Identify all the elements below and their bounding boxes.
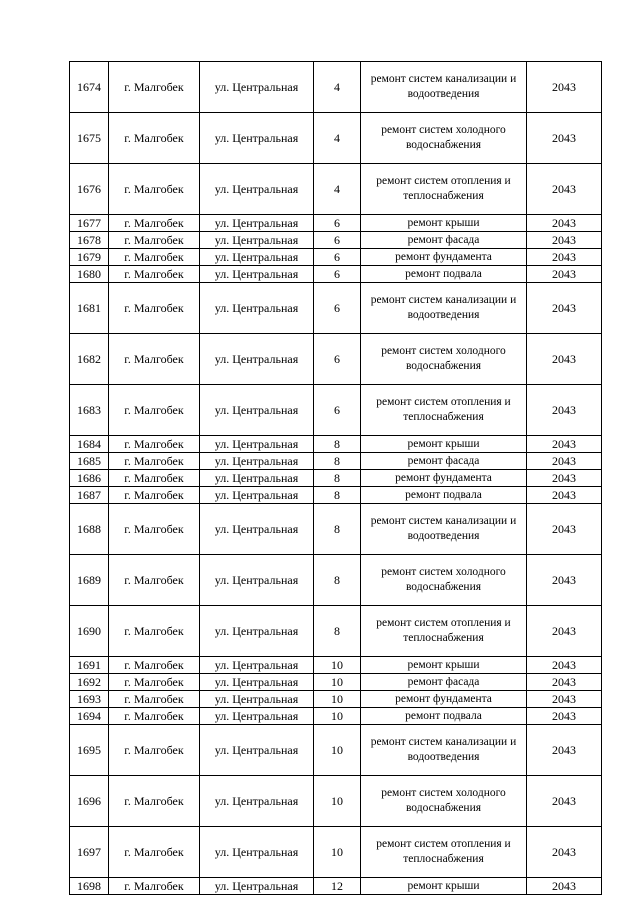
street-cell: ул. Центральная [200,657,314,674]
work-type-cell: ремонт систем отопления и теплоснабжения [361,606,527,657]
house-number-cell: 10 [314,776,361,827]
city-cell: г. Малгобек [109,776,200,827]
row-number-cell: 1693 [70,691,109,708]
street-cell: ул. Центральная [200,878,314,895]
year-cell: 2043 [527,708,602,725]
table-row [70,674,602,691]
house-number-cell: 10 [314,657,361,674]
work-type-cell: ремонт систем холодного водоснабжения [361,555,527,606]
city-cell: г. Малгобек [109,385,200,436]
year-cell: 2043 [527,725,602,776]
table-row [70,776,602,827]
house-number-cell: 6 [314,249,361,266]
city-cell: г. Малгобек [109,725,200,776]
street-cell: ул. Центральная [200,436,314,453]
row-number-cell: 1697 [70,827,109,878]
table-row [70,725,602,776]
table-row [70,436,602,453]
street-cell: ул. Центральная [200,674,314,691]
table-row [70,232,602,249]
year-cell: 2043 [527,691,602,708]
street-cell: ул. Центральная [200,249,314,266]
row-number-cell: 1695 [70,725,109,776]
table-row [70,113,602,164]
work-type-cell: ремонт систем холодного водоснабжения [361,334,527,385]
year-cell: 2043 [527,232,602,249]
year-cell: 2043 [527,470,602,487]
street-cell: ул. Центральная [200,164,314,215]
street-cell: ул. Центральная [200,555,314,606]
city-cell: г. Малгобек [109,691,200,708]
city-cell: г. Малгобек [109,436,200,453]
year-cell: 2043 [527,606,602,657]
repair-schedule-table [69,61,602,895]
house-number-cell: 8 [314,504,361,555]
row-number-cell: 1696 [70,776,109,827]
work-type-cell: ремонт крыши [361,657,527,674]
year-cell: 2043 [527,436,602,453]
house-number-cell: 8 [314,555,361,606]
city-cell: г. Малгобек [109,215,200,232]
house-number-cell: 6 [314,232,361,249]
year-cell: 2043 [527,878,602,895]
row-number-cell: 1692 [70,674,109,691]
table-row [70,283,602,334]
row-number-cell: 1682 [70,334,109,385]
year-cell: 2043 [527,113,602,164]
house-number-cell: 6 [314,266,361,283]
work-type-cell: ремонт систем холодного водоснабжения [361,776,527,827]
row-number-cell: 1681 [70,283,109,334]
work-type-cell: ремонт фундамента [361,691,527,708]
street-cell: ул. Центральная [200,504,314,555]
row-number-cell: 1677 [70,215,109,232]
house-number-cell: 10 [314,691,361,708]
year-cell: 2043 [527,283,602,334]
year-cell: 2043 [527,249,602,266]
row-number-cell: 1675 [70,113,109,164]
table-row [70,657,602,674]
city-cell: г. Малгобек [109,555,200,606]
row-number-cell: 1686 [70,470,109,487]
row-number-cell: 1698 [70,878,109,895]
table-row [70,215,602,232]
city-cell: г. Малгобек [109,164,200,215]
street-cell: ул. Центральная [200,606,314,657]
city-cell: г. Малгобек [109,487,200,504]
year-cell: 2043 [527,215,602,232]
table-row [70,249,602,266]
street-cell: ул. Центральная [200,62,314,113]
year-cell: 2043 [527,827,602,878]
year-cell: 2043 [527,555,602,606]
street-cell: ул. Центральная [200,487,314,504]
table-row [70,62,602,113]
house-number-cell: 12 [314,878,361,895]
year-cell: 2043 [527,453,602,470]
row-number-cell: 1683 [70,385,109,436]
house-number-cell: 4 [314,113,361,164]
city-cell: г. Малгобек [109,657,200,674]
year-cell: 2043 [527,504,602,555]
city-cell: г. Малгобек [109,249,200,266]
house-number-cell: 8 [314,436,361,453]
city-cell: г. Малгобек [109,674,200,691]
table-row [70,334,602,385]
work-type-cell: ремонт систем канализации и водоотведения [361,504,527,555]
house-number-cell: 8 [314,453,361,470]
street-cell: ул. Центральная [200,725,314,776]
row-number-cell: 1680 [70,266,109,283]
table-row [70,691,602,708]
row-number-cell: 1684 [70,436,109,453]
table-body [70,62,602,895]
work-type-cell: ремонт систем отопления и теплоснабжения [361,385,527,436]
street-cell: ул. Центральная [200,266,314,283]
year-cell: 2043 [527,657,602,674]
house-number-cell: 10 [314,708,361,725]
street-cell: ул. Центральная [200,232,314,249]
street-cell: ул. Центральная [200,334,314,385]
house-number-cell: 4 [314,62,361,113]
work-type-cell: ремонт систем канализации и водоотведения [361,725,527,776]
work-type-cell: ремонт подвала [361,266,527,283]
house-number-cell: 6 [314,334,361,385]
table-row [70,504,602,555]
table-row [70,266,602,283]
work-type-cell: ремонт фасада [361,453,527,470]
street-cell: ул. Центральная [200,776,314,827]
work-type-cell: ремонт подвала [361,708,527,725]
street-cell: ул. Центральная [200,385,314,436]
year-cell: 2043 [527,674,602,691]
year-cell: 2043 [527,334,602,385]
house-number-cell: 8 [314,470,361,487]
table-row [70,470,602,487]
row-number-cell: 1687 [70,487,109,504]
city-cell: г. Малгобек [109,827,200,878]
city-cell: г. Малгобек [109,62,200,113]
table-row [70,487,602,504]
work-type-cell: ремонт фундамента [361,470,527,487]
table-row [70,385,602,436]
city-cell: г. Малгобек [109,606,200,657]
row-number-cell: 1694 [70,708,109,725]
city-cell: г. Малгобек [109,453,200,470]
table-row [70,606,602,657]
work-type-cell: ремонт фасада [361,674,527,691]
house-number-cell: 6 [314,215,361,232]
work-type-cell: ремонт систем холодного водоснабжения [361,113,527,164]
city-cell: г. Малгобек [109,283,200,334]
work-type-cell: ремонт фундамента [361,249,527,266]
work-type-cell: ремонт систем отопления и теплоснабжения [361,164,527,215]
street-cell: ул. Центральная [200,215,314,232]
work-type-cell: ремонт систем канализации и водоотведения [361,62,527,113]
table-row [70,708,602,725]
city-cell: г. Малгобек [109,504,200,555]
work-type-cell: ремонт подвала [361,487,527,504]
street-cell: ул. Центральная [200,827,314,878]
city-cell: г. Малгобек [109,470,200,487]
table-row [70,453,602,470]
city-cell: г. Малгобек [109,266,200,283]
street-cell: ул. Центральная [200,113,314,164]
house-number-cell: 8 [314,487,361,504]
row-number-cell: 1678 [70,232,109,249]
row-number-cell: 1688 [70,504,109,555]
work-type-cell: ремонт систем отопления и теплоснабжения [361,827,527,878]
city-cell: г. Малгобек [109,878,200,895]
house-number-cell: 10 [314,827,361,878]
street-cell: ул. Центральная [200,691,314,708]
row-number-cell: 1691 [70,657,109,674]
row-number-cell: 1674 [70,62,109,113]
street-cell: ул. Центральная [200,453,314,470]
row-number-cell: 1685 [70,453,109,470]
city-cell: г. Малгобек [109,232,200,249]
house-number-cell: 8 [314,606,361,657]
year-cell: 2043 [527,62,602,113]
row-number-cell: 1676 [70,164,109,215]
work-type-cell: ремонт фасада [361,232,527,249]
table-row [70,827,602,878]
year-cell: 2043 [527,487,602,504]
street-cell: ул. Центральная [200,470,314,487]
table-row [70,878,602,895]
table-row [70,164,602,215]
year-cell: 2043 [527,776,602,827]
house-number-cell: 6 [314,283,361,334]
table-row [70,555,602,606]
work-type-cell: ремонт систем канализации и водоотведения [361,283,527,334]
year-cell: 2043 [527,164,602,215]
work-type-cell: ремонт крыши [361,878,527,895]
house-number-cell: 6 [314,385,361,436]
city-cell: г. Малгобек [109,334,200,385]
city-cell: г. Малгобек [109,113,200,164]
row-number-cell: 1690 [70,606,109,657]
work-type-cell: ремонт крыши [361,215,527,232]
year-cell: 2043 [527,385,602,436]
street-cell: ул. Центральная [200,283,314,334]
row-number-cell: 1679 [70,249,109,266]
house-number-cell: 10 [314,725,361,776]
house-number-cell: 10 [314,674,361,691]
work-type-cell: ремонт крыши [361,436,527,453]
street-cell: ул. Центральная [200,708,314,725]
year-cell: 2043 [527,266,602,283]
city-cell: г. Малгобек [109,708,200,725]
house-number-cell: 4 [314,164,361,215]
row-number-cell: 1689 [70,555,109,606]
